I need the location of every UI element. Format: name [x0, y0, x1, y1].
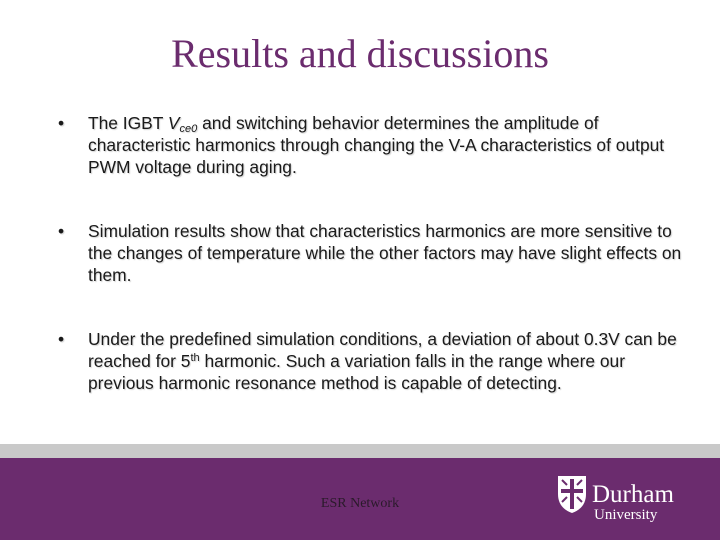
- bullet-text: Under the predefined simulation conditions, a deviation of about 0.3V can be reached for 5: [88, 329, 677, 371]
- symbol-v: V: [167, 113, 180, 133]
- bullet-text: and switching behavior determines the amplitude of characteristic harmonics through changing the V-A characteristics of output PWM voltage during aging.: [88, 113, 665, 177]
- bullet-text: harmonic. Such a variation falls in the range where our previous harmonic resonance method is capable of detecting.: [88, 351, 626, 393]
- bullet-text: The IGBT: [88, 113, 168, 133]
- bullet-item: [58, 328, 688, 394]
- footer-text: ESR Network: [320, 496, 400, 511]
- slide-title: Results and discussions: [171, 31, 549, 76]
- footer-divider: [0, 444, 720, 458]
- bullet-dot: •: [58, 113, 65, 133]
- bullet-dot: •: [58, 329, 65, 349]
- logo-word-university: University: [594, 507, 658, 523]
- bullet-item: [58, 112, 688, 178]
- bullet-item: [58, 220, 688, 286]
- durham-logo: [556, 474, 706, 528]
- bullet-text: Simulation results show that characteristics harmonics are more sensitive to the changes of temperature while the other factors may have slight effects on them.: [88, 221, 682, 285]
- bullet-list: [58, 112, 688, 436]
- superscript-th: th: [190, 352, 200, 364]
- bullet-dot: •: [58, 221, 65, 241]
- durham-crest-icon: [556, 474, 588, 514]
- symbol-subscript: ce0: [179, 123, 198, 135]
- logo-word-durham: Durham: [592, 481, 674, 508]
- footer-band: [0, 458, 720, 540]
